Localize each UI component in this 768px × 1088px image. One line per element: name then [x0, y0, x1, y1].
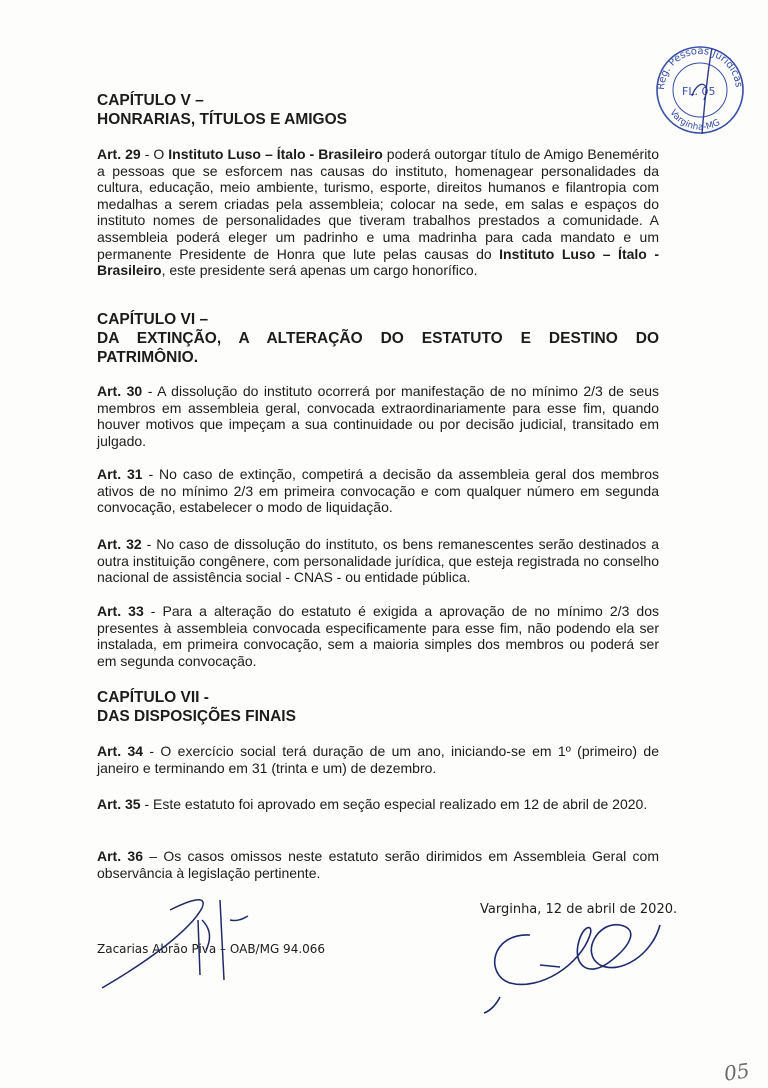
- article-label: Art. 35: [97, 796, 141, 812]
- chapter-vi-heading: [97, 310, 659, 367]
- chapter-subtitle: HONRARIAS, TÍTULOS E AMIGOS: [97, 111, 348, 128]
- article-text: – Os casos omissos neste estatuto serão dirimidos em Assembleia Geral com observância à legislação pertinente.: [97, 848, 659, 881]
- article-text: - Para a alteração do estatuto é exigida a aprovação de no mínimo 2/3 dos presentes à assembleia convocada especificamente para esse fim, não podendo ela ser instalada, em primeira convocação, sem a maioria simples dos membros ou poderá ser em segunda convocação.: [97, 603, 659, 669]
- article-text: - O exercício social terá duração de um ano, iniciando-se em 1º (primeiro) de janeiro e terminando em 31 (trinta e um) de dezembro.: [97, 743, 659, 776]
- article-label: Art. 36: [97, 848, 143, 864]
- article-32: [97, 536, 659, 586]
- institute-name: Instituto Luso – Ítalo - Brasileiro: [97, 245, 659, 279]
- article-30: [97, 383, 659, 449]
- chapter-subtitle-cont: PATRIMÔNIO.: [97, 349, 199, 366]
- stamp-center-text: FL. 05: [682, 85, 716, 98]
- svg-text:Varginha-MG: [667, 108, 722, 133]
- article-text: - A dissolução do instituto ocorrerá por manifestação de no mínimo 2/3 de seus membros em assembleia geral, convocada extraordinariamente para esse fim, quando houver motivos que impeçam a sua continuidade ou por decisão judicial, transitado em julgado.: [97, 383, 659, 449]
- chapter-v-heading: [97, 91, 659, 129]
- article-text: poderá outorgar título de Amigo Benemérito a pessoas que se esforcem nas causas do instituto, homenagear personalidades da cultura, educação, meio ambiente, turismo, esporte, direitos humanos e filantropia com medalhas a serem criadas pela assembleia; colocar na sede, em salas e espaços do instituto nomes de personalidades que tiveram trabalhos prestados a comunidade. A assembleia poderá eleger um padrinho e uma madrinha para cada mandato e um permanente Presidente de Honra que lute pelas causas do: [97, 146, 659, 262]
- article-text: - No caso de extinção, competirá a decisão da assembleia geral dos membros ativos de no mínimo 2/3 em primeira convocação e com qualquer número em segunda convocação, estabelecer o modo de liquidação.: [97, 466, 659, 516]
- article-29: [97, 146, 659, 279]
- chapter-title: CAPÍTULO VI –: [97, 311, 209, 328]
- article-label: Art. 31: [97, 466, 143, 482]
- article-label: Art. 32: [97, 536, 142, 552]
- article-text: - No caso de dissolução do instituto, os bens remanescentes serão destinados a outra instituição congênere, com personalidade jurídica, que esteja registrada no conselho nacional de assistência social - CNAS - ou entidade pública.: [97, 536, 659, 586]
- chapter-vii-heading: [97, 688, 659, 726]
- institute-name: Instituto Luso – Ítalo - Brasileiro: [168, 146, 383, 162]
- lawyer-identification: Zacarias Abrão Piva – OAB/MG 94.066: [97, 942, 326, 956]
- page-mark: 05: [722, 1058, 751, 1086]
- chapter-subtitle: DA EXTINÇÃO, A ALTERAÇÃO DO ESTATUTO E DESTINO DO: [97, 330, 659, 347]
- article-text: - Este estatuto foi aprovado em seção especial realizado em 12 de abril de 2020.: [140, 796, 648, 812]
- article-label: Art. 29: [97, 146, 141, 162]
- stamp-bottom-text: Varginha-MG: [667, 107, 722, 133]
- article-label: Art. 33: [97, 603, 144, 619]
- article-label: Art. 30: [97, 383, 143, 399]
- chapter-subtitle: DAS DISPOSIÇÕES FINAIS: [97, 708, 296, 725]
- article-text: - O: [140, 146, 169, 162]
- article-label: Art. 34: [97, 743, 144, 759]
- chapter-title: CAPÍTULO V –: [97, 92, 204, 109]
- svg-text:Reg. Pessoas Jurídicas: [656, 46, 744, 90]
- place-date: Varginha, 12 de abril de 2020.: [480, 902, 678, 917]
- lawyer-signature: [90, 880, 270, 1000]
- registry-stamp: [650, 38, 750, 146]
- chapter-title: CAPÍTULO VII -: [97, 689, 209, 706]
- article-33: [97, 603, 659, 669]
- article-36: [97, 848, 659, 881]
- president-signature: [470, 905, 670, 1015]
- stamp-top-text: Reg. Pessoas Jurídicas: [655, 45, 744, 91]
- article-31: [97, 466, 659, 516]
- article-35: [97, 796, 659, 813]
- article-34: [97, 743, 659, 776]
- article-text: , este presidente será apenas um cargo honorífico.: [161, 262, 478, 279]
